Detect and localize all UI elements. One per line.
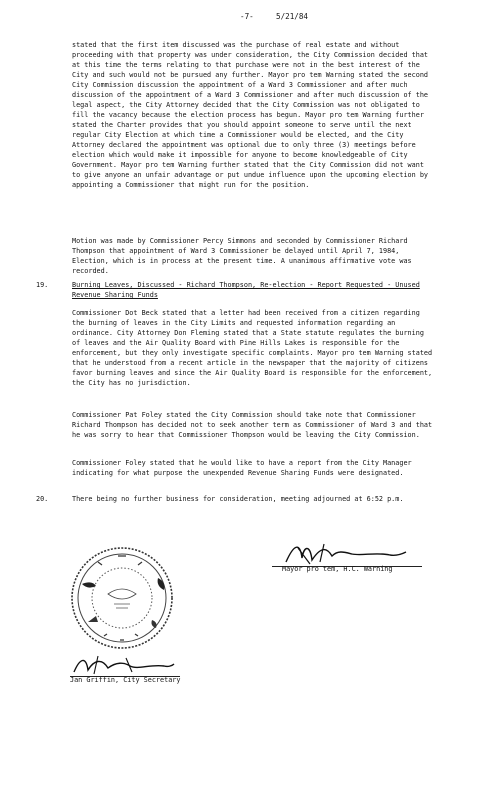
page-number: -7-: [240, 12, 254, 21]
secretary-signature: [68, 650, 178, 678]
secretary-signature-caption: Jan Griffin, City Secretary: [70, 676, 181, 684]
paragraph-burning-leaves: Commissioner Dot Beck stated that a letter had been received from a citizen regarding the burning of leaves in the City Limits and requested information regarding an ordinance. City Attorney Don Fleming stated that a State statute regulates the burning of leaves and the Air Quality Board with Pine Hills Lakes is responsible for the enforcement, but they only investigate specific complaints. Mayor pro tem Warning stated that he understood from a recent article in the newspaper that the majority of citizens favor burning leaves and since the Air Quality Board is responsible for the enforcement, the City has no jurisdiction.: [72, 309, 433, 387]
paragraph-executive-session-report: stated that the first item discussed was the purchase of real estate and without proceeding with that property was under consideration, the City Commission decided that at this time the terms relating to that purchase were not in the best interest of the City and such would not be pursued any further. Mayor pro tem Warning stated the second City Commission discussion the appointment of a Ward 3 Commissioner and after much discussion of the appointment of a Ward 3 Commissioner and after much discussion of the legal aspect, the City Attorney decided that the City Commission was not obligated to fill the vacancy because the election process has begun. Mayor pro tem Warning further stated the Charter provides that you should appoint someone to serve until the next regular City Election at which time a Commissioner would be elected, and the City Attorney declared the appointment was optional due to only three (3) meetings before election which would make it impossible for anyone to become knowledgeable of City Government. Mayor pro tem Warning further stated that the City Commission did not want to give anyone an unfair advantage or put undue influence upon the upcoming election by appointing a Commissioner that might run for the position.: [72, 41, 429, 189]
mayor-signature-caption: Mayor pro tem, H.C. Warning: [282, 565, 393, 573]
paragraph-revenue-sharing: Commissioner Foley stated that he would like to have a report from the City Manager indicating for what purpose the unexpended Revenue Sharing Funds were designated.: [72, 459, 412, 477]
item-number-19: 19.: [36, 281, 49, 289]
paragraph-thompson-term: Commissioner Pat Foley stated the City Commission should take note that Commissioner Richard Thompson has decided not to seek another term as Commissioner of Ward 3 and that he was sorry to hear that Commissioner Thompson would be leaving the City Commission.: [72, 411, 433, 439]
city-seal-stamp: [68, 544, 176, 652]
paragraph-motion-ward3: Motion was made by Commissioner Percy Simmons and seconded by Commissioner Richard Thompson that appointment of Ward 3 Commissioner be delayed until April 7, 1984, Election, which is in process at the present time. A unanimous affirmative vote was recorded.: [72, 237, 412, 275]
meeting-date: 5/21/84: [276, 12, 309, 21]
item-19-heading: Burning Leaves, Discussed - Richard Thompson, Re-election - Report Requested - Unused Revenue Sharing Funds: [72, 281, 420, 299]
paragraph-adjournment: There being no further business for consideration, meeting adjourned at 6:52 p.m.: [72, 495, 404, 503]
item-number-20: 20.: [36, 495, 49, 503]
